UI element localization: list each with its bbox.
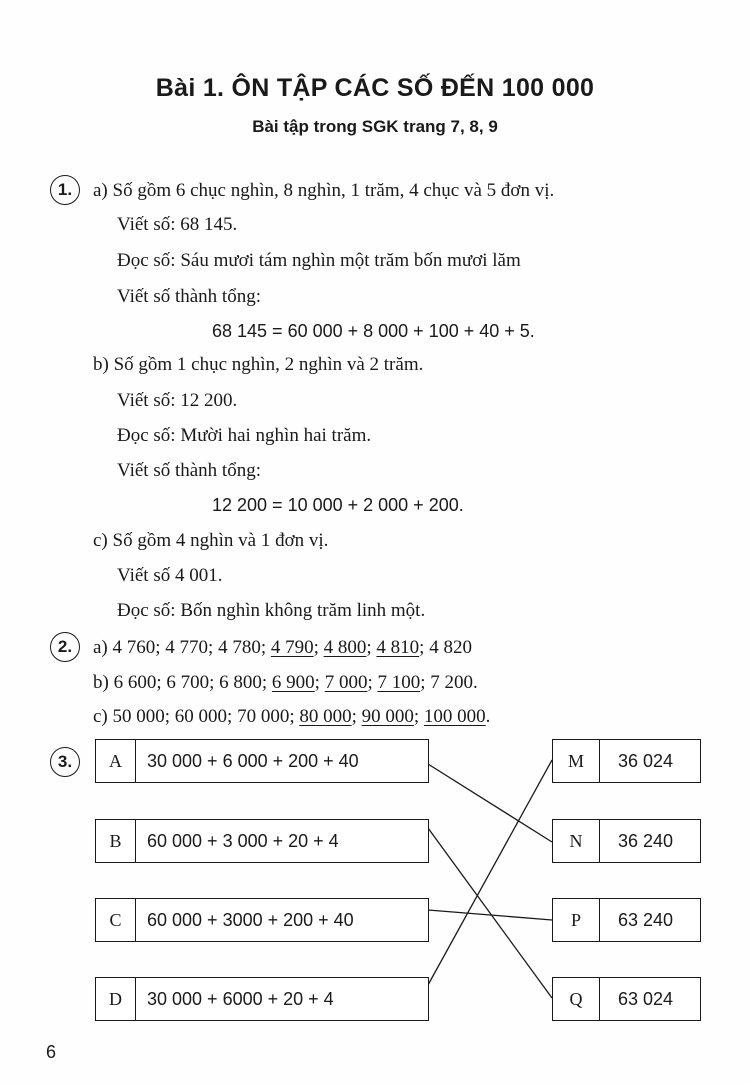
ex1-b-sum-label: Viết số thành tổng: — [117, 460, 261, 481]
right-box-value: 63 240 — [618, 909, 674, 930]
match-line-b-q — [428, 828, 552, 998]
ex2-a-answer-3: 4 810 — [376, 637, 420, 658]
ex1-c-read: Đọc số: Bốn nghìn không trăm linh một. — [117, 600, 426, 621]
left-box-expression: 30 000 + 6000 + 20 + 4 — [147, 988, 334, 1009]
ex2-separator: ; — [351, 706, 362, 727]
ex2-a-given: a) 4 760; 4 770; 4 780; — [93, 637, 271, 658]
ex2-c-answer-1: 80 000 — [299, 706, 352, 727]
left-box-expression: 60 000 + 3000 + 200 + 40 — [147, 909, 354, 930]
right-box-value: 36 024 — [618, 750, 674, 771]
ex2-b-answer-3: 7 100 — [377, 672, 421, 693]
ex2-b-given: b) 6 600; 6 700; 6 800; — [93, 672, 272, 693]
ex2-separator: ; — [313, 637, 324, 658]
exercise-3-number: 3. — [50, 747, 80, 777]
left-box-c — [95, 898, 429, 942]
right-box-label: M — [553, 740, 600, 782]
right-box-q — [552, 977, 701, 1021]
lesson-subtitle: Bài tập trong SGK trang 7, 8, 9 — [252, 117, 498, 136]
ex1-a-sum: 68 145 = 60 000 + 8 000 + 100 + 40 + 5. — [212, 321, 535, 341]
ex1-c-write: Viết số 4 001. — [117, 565, 223, 586]
left-box-d — [95, 977, 429, 1021]
right-box-p — [552, 898, 701, 942]
ex2-separator: ; — [413, 706, 424, 727]
right-box-m — [552, 739, 701, 783]
ex2-separator: ; — [367, 672, 378, 693]
left-box-label: B — [96, 820, 136, 862]
ex1-a-sum-label: Viết số thành tổng: — [117, 286, 261, 307]
ex2-a-end: ; 4 820 — [419, 637, 472, 658]
ex1-b-question: b) Số gồm 1 chục nghìn, 2 nghìn và 2 trăm. — [93, 354, 424, 375]
left-box-label: A — [96, 740, 136, 782]
ex2-b-answer-2: 7 000 — [324, 672, 368, 693]
ex1-c-question: c) Số gồm 4 nghìn và 1 đơn vị. — [93, 530, 329, 551]
ex2-a-answer-1: 4 790 — [270, 637, 314, 658]
left-box-label: C — [96, 899, 136, 941]
ex2-b-answer-1: 6 900 — [271, 672, 315, 693]
right-box-label: N — [553, 820, 600, 862]
ex2-c-answer-3: 100 000 — [423, 706, 486, 727]
ex2-separator: ; — [314, 672, 325, 693]
match-line-c-p — [428, 910, 552, 920]
exercise-1-number: 1. — [50, 175, 80, 205]
ex1-b-write: Viết số: 12 200. — [117, 390, 238, 411]
ex1-a-read: Đọc số: Sáu mươi tám nghìn một trăm bốn mươi lăm — [117, 250, 521, 271]
ex2-b-end: ; 7 200. — [420, 672, 478, 693]
ex1-a-write: Viết số: 68 145. — [117, 214, 238, 235]
ex1-b-sum: 12 200 = 10 000 + 2 000 + 200. — [212, 495, 464, 515]
right-box-value: 36 240 — [618, 830, 674, 851]
right-box-label: Q — [553, 978, 600, 1020]
exercise-2-number: 2. — [50, 632, 80, 662]
ex1-b-read: Đọc số: Mười hai nghìn hai trăm. — [117, 425, 372, 446]
ex2-c-answer-2: 90 000 — [361, 706, 414, 727]
left-box-a — [95, 739, 429, 783]
left-box-b — [95, 819, 429, 863]
right-box-value: 63 024 — [618, 988, 674, 1009]
left-box-expression: 30 000 + 6 000 + 200 + 40 — [147, 750, 359, 771]
match-line-a-n — [428, 764, 552, 842]
ex2-separator: ; — [366, 637, 377, 658]
ex2-a-answer-2: 4 800 — [323, 637, 367, 658]
left-box-label: D — [96, 978, 136, 1020]
ex1-a-question: a) Số gồm 6 chục nghìn, 8 nghìn, 1 trăm, 4 chục và 5 đơn vị. — [93, 180, 555, 201]
right-box-label: P — [553, 899, 600, 941]
right-box-n — [552, 819, 701, 863]
lesson-title: Bài 1. ÔN TẬP CÁC SỐ ĐẾN 100 000 — [155, 74, 595, 102]
left-box-expression: 60 000 + 3 000 + 20 + 4 — [147, 830, 339, 851]
ex2-c-end: . — [485, 706, 491, 727]
page-number: 6 — [46, 1042, 57, 1062]
match-line-d-m — [428, 760, 552, 985]
ex2-c-given: c) 50 000; 60 000; 70 000; — [93, 706, 300, 727]
